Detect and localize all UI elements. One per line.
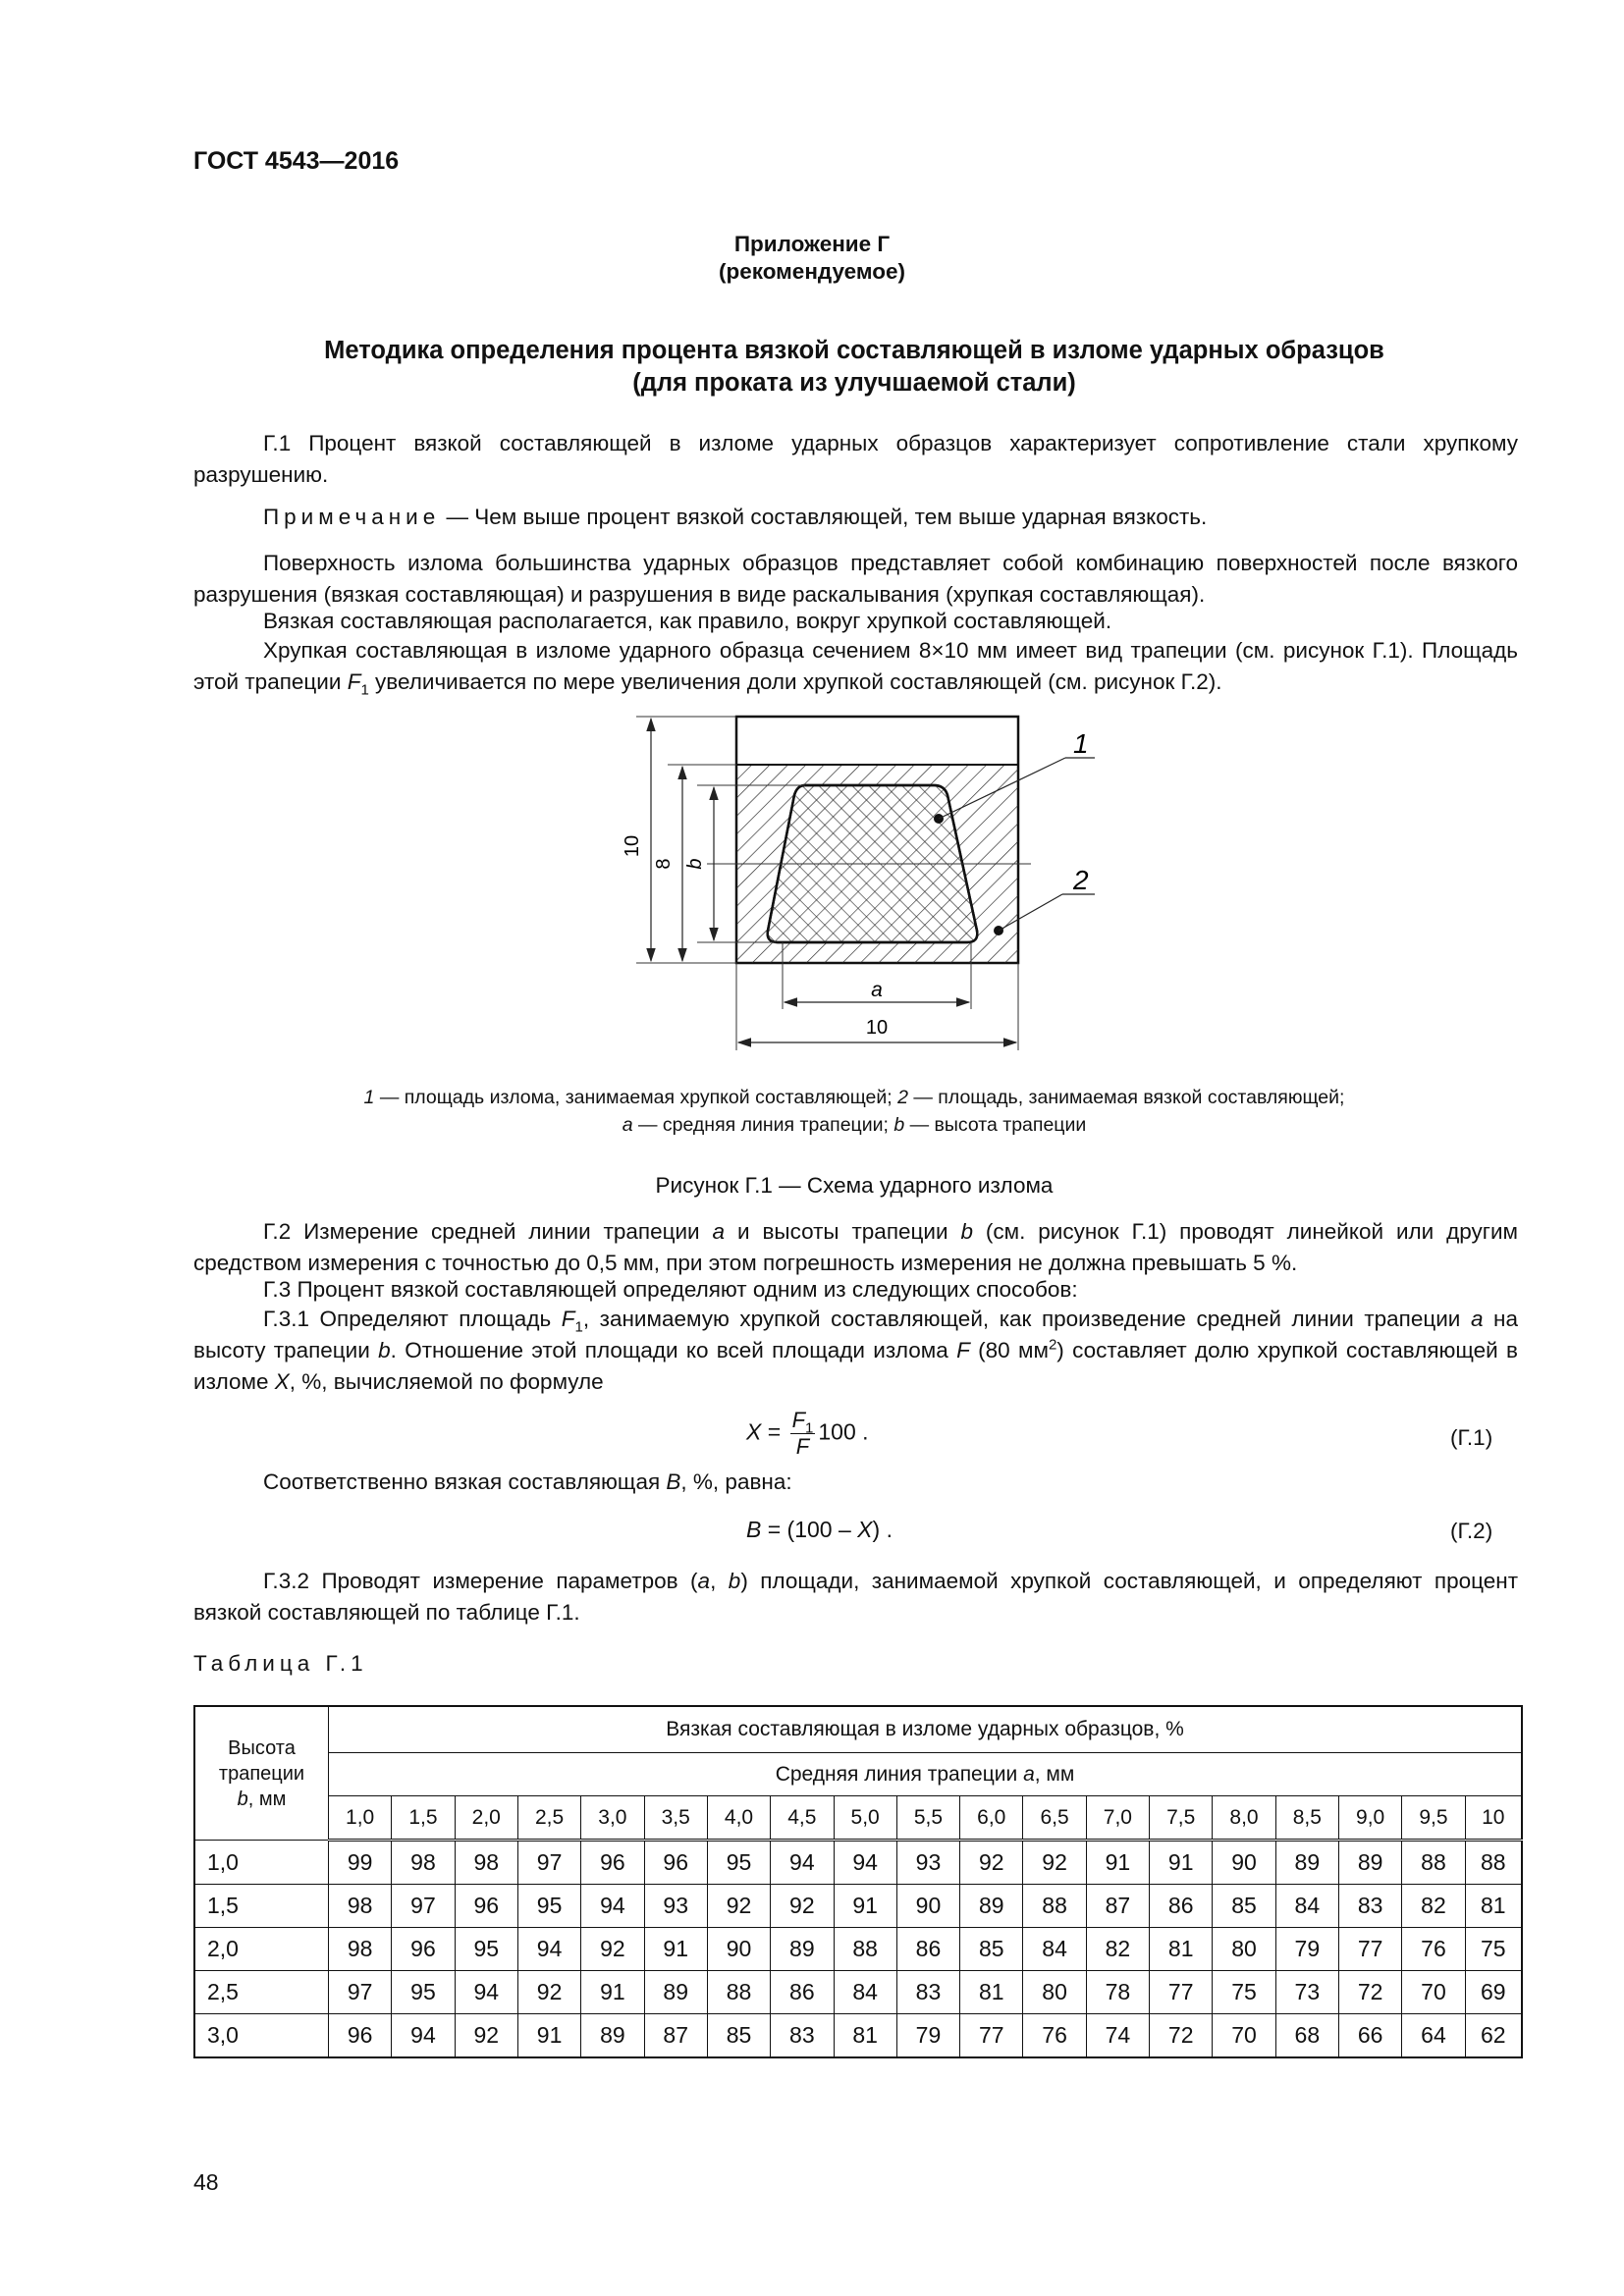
table-cell: 84 <box>834 1971 896 2014</box>
table-cell: 77 <box>1150 1971 1213 2014</box>
table-cell: 78 <box>1086 1971 1149 2014</box>
table-cell: 85 <box>1213 1885 1275 1928</box>
paragraph-viscous: Вязкая составляющая располагается, как правило, вокруг хрупкой составляющей. <box>263 609 1112 633</box>
table-cell: 92 <box>1023 1841 1086 1885</box>
text: Г.2 Измерение средней линии трапеции <box>263 1219 713 1244</box>
paragraph-g31 <box>193 1304 1518 1398</box>
table-cell: 85 <box>707 2014 770 2058</box>
sub-header-1: Средняя линия трапеции <box>775 1762 1024 1786</box>
note <box>193 502 1518 533</box>
table-cell: 90 <box>896 1885 959 1928</box>
note-text: — Чем выше процент вязкой составляющей, тем выше ударная вязкость. <box>440 505 1208 529</box>
table-cell: 91 <box>517 2014 580 2058</box>
table-cell: 95 <box>707 1841 770 1885</box>
table-cell: 91 <box>834 1885 896 1928</box>
table-cell: 88 <box>707 1971 770 2014</box>
table-cell: 88 <box>1023 1885 1086 1928</box>
column-header: 1,0 <box>329 1796 392 1841</box>
table-cell: 98 <box>392 1841 455 1885</box>
label-a: a <box>871 979 883 1001</box>
table-cell: 88 <box>834 1928 896 1971</box>
table-cell: 84 <box>1275 1885 1338 1928</box>
formula-end: ) . <box>872 1517 893 1542</box>
text: и высоты трапеции <box>725 1219 961 1244</box>
table-cell: 96 <box>581 1841 644 1885</box>
corner-3: b <box>237 1788 248 1810</box>
legend-n2: 2 <box>897 1087 908 1108</box>
formula-num: F <box>791 1408 806 1432</box>
formula-den: F <box>795 1434 810 1459</box>
table-cell: 86 <box>1150 1885 1213 1928</box>
appendix-title: Приложение Г <box>733 232 891 256</box>
sub-header-a: a <box>1023 1762 1035 1786</box>
table-cell: 83 <box>771 2014 834 2058</box>
figure-legend-line1 <box>0 1087 1624 1109</box>
table-cell: 94 <box>581 1885 644 1928</box>
table-cell: 79 <box>1275 1928 1338 1971</box>
table-cell: 88 <box>1465 1841 1522 1885</box>
var-a: a <box>712 1219 726 1244</box>
column-header: 6,0 <box>960 1796 1023 1841</box>
table-cell: 94 <box>392 2014 455 2058</box>
column-header: 7,5 <box>1150 1796 1213 1841</box>
table-cell: 66 <box>1339 2014 1402 2058</box>
formula-fraction <box>790 1408 816 1460</box>
table-cell: 96 <box>392 1928 455 1971</box>
column-header: 2,0 <box>455 1796 517 1841</box>
table-cell: 96 <box>455 1885 517 1928</box>
table-cell: 92 <box>517 1971 580 2014</box>
text: , занимаемую хрупкой составляющей, как произведение средней линии трапеции <box>582 1307 1471 1331</box>
table-cell: 89 <box>1339 1841 1402 1885</box>
formula-num-sub: 1 <box>805 1419 814 1437</box>
legend-t1: — площадь излома, занимаемая хрупкой составляющей; <box>374 1087 898 1108</box>
text: Г.3.2 Проводят измерение параметров ( <box>263 1569 698 1593</box>
table-row <box>194 1971 1522 2014</box>
document-id: ГОСТ 4543—2016 <box>193 147 400 175</box>
table-row <box>194 1841 1522 1885</box>
table-cell: 82 <box>1086 1928 1149 1971</box>
text: ) площади, занимаемой хрупкой составляющей, и определяют процент вязкой составляющей по таблице Г.1. <box>193 1569 1518 1625</box>
formula-eq: = <box>761 1418 787 1445</box>
table-cell: 88 <box>1402 1841 1465 1885</box>
column-header: 9,5 <box>1402 1796 1465 1841</box>
text: . Отношение этой площади ко всей площади излома <box>390 1338 957 1362</box>
table-cell: 86 <box>896 1928 959 1971</box>
column-header: 1,5 <box>392 1796 455 1841</box>
section-heading-line2: (для проката из улучшаемой стали) <box>632 369 1076 397</box>
row-header-height: 1,5 <box>194 1885 329 1928</box>
table-cell: 81 <box>834 2014 896 2058</box>
table-cell: 98 <box>455 1841 517 1885</box>
table-cell: 97 <box>517 1841 580 1885</box>
appendix-kind: (рекомендуемое) <box>719 259 905 284</box>
paragraph-surface: Поверхность излома большинства ударных образцов представляет собой комбинацию поверхностей после вязкого разрушения (вязкая составляющая) и разрушения в виде раскалывания (хрупкая составляющая). <box>193 551 1518 607</box>
table-cell: 72 <box>1339 1971 1402 2014</box>
text: , <box>710 1569 729 1593</box>
var-a: a <box>1470 1307 1484 1331</box>
table-cell: 89 <box>581 2014 644 2058</box>
text: (80 мм <box>969 1338 1049 1362</box>
table-cell: 99 <box>329 1841 392 1885</box>
text: Хрупкая составляющая в изломе ударного образца сечением 8×10 мм имеет вид трапеции (см. рисунок Г.1). Площадь этой трапеции <box>193 638 1518 694</box>
row-header-height: 2,5 <box>194 1971 329 2014</box>
corner-4: , мм <box>247 1788 287 1810</box>
sub-header <box>329 1753 1523 1796</box>
label-10-horizontal: 10 <box>865 1017 889 1039</box>
corner-header <box>194 1706 329 1841</box>
callout-2: 2 <box>1073 865 1089 895</box>
formula-g1-label: (Г.1) <box>1450 1425 1493 1450</box>
table-cell: 79 <box>896 2014 959 2058</box>
label-8-vertical: 8 <box>653 858 675 870</box>
text: Г.3.1 Определяют площадь <box>263 1307 562 1331</box>
column-header: 10 <box>1465 1796 1522 1841</box>
table-cell: 94 <box>455 1971 517 2014</box>
table-cell: 64 <box>1402 2014 1465 2058</box>
text: , %, вычисляемой по формуле <box>289 1369 604 1394</box>
table-title: Таблица Г.1 <box>193 1651 368 1676</box>
table-cell: 92 <box>960 1841 1023 1885</box>
table-cell: 84 <box>1023 1928 1086 1971</box>
var-x: X <box>274 1369 290 1394</box>
table-row <box>194 1928 1522 1971</box>
sup: 2 <box>1048 1336 1057 1354</box>
table-cell: 81 <box>1465 1885 1522 1928</box>
paragraph-g1: Г.1 Процент вязкой составляющей в изломе ударных образцов характеризует сопротивление стали хрупкому разрушению. <box>193 431 1518 487</box>
table-cell: 91 <box>581 1971 644 2014</box>
var-b: b <box>728 1569 741 1593</box>
table-cell: 94 <box>771 1841 834 1885</box>
table-cell: 62 <box>1465 2014 1522 2058</box>
table-cell: 83 <box>1339 1885 1402 1928</box>
legend-n1: 1 <box>363 1087 375 1108</box>
table-cell: 73 <box>1275 1971 1338 2014</box>
table-cell: 94 <box>834 1841 896 1885</box>
table-cell: 96 <box>329 2014 392 2058</box>
sub: 1 <box>360 681 369 699</box>
table-cell: 80 <box>1023 1971 1086 2014</box>
label-b-vertical: b <box>684 858 706 870</box>
viscous-fraction-table <box>193 1705 1523 2058</box>
section-heading-line1: Методика определения процента вязкой составляющей в изломе ударных образцов <box>324 337 1384 364</box>
table-cell: 80 <box>1213 1928 1275 1971</box>
sub-header-2: , мм <box>1034 1762 1075 1786</box>
legend-n4: b <box>893 1114 905 1136</box>
table-cell: 92 <box>581 1928 644 1971</box>
table-cell: 95 <box>517 1885 580 1928</box>
paragraph-brittle <box>193 635 1518 698</box>
table-cell: 87 <box>1086 1885 1149 1928</box>
corner-1: Высота <box>228 1736 296 1759</box>
page-number: 48 <box>193 2169 219 2195</box>
column-header: 3,5 <box>644 1796 707 1841</box>
var-b: b <box>378 1338 391 1362</box>
table-cell: 89 <box>771 1928 834 1971</box>
var-f: F <box>347 669 361 694</box>
table-cell: 92 <box>771 1885 834 1928</box>
table-cell: 70 <box>1213 2014 1275 2058</box>
table-cell: 91 <box>644 1928 707 1971</box>
column-header: 4,0 <box>707 1796 770 1841</box>
var-f: F <box>956 1338 970 1362</box>
text: (см. рисунок Г.1) проводят линейкой или другим средством измерения с точностью до 0,5 мм, при этом погрешность измерения не должна превышать 5 %. <box>193 1219 1519 1275</box>
table-cell: 89 <box>644 1971 707 2014</box>
text: ) составляет долю хрупкой составляющей в изломе <box>193 1338 1519 1394</box>
figure-caption: Рисунок Г.1 — Схема ударного излома <box>655 1173 1054 1198</box>
label-10-vertical: 10 <box>622 834 643 858</box>
corner-2: трапеции <box>218 1762 305 1785</box>
var-a: a <box>697 1569 711 1593</box>
table-cell: 98 <box>329 1885 392 1928</box>
table-cell: 97 <box>392 1885 455 1928</box>
paragraph-between <box>193 1467 1518 1498</box>
column-header: 8,5 <box>1275 1796 1338 1841</box>
group-header: Вязкая составляющая в изломе ударных образцов, % <box>329 1706 1523 1753</box>
row-header-height: 3,0 <box>194 2014 329 2058</box>
table-cell: 86 <box>771 1971 834 2014</box>
table-cell: 93 <box>896 1841 959 1885</box>
column-header: 7,0 <box>1086 1796 1149 1841</box>
row-header-height: 1,0 <box>194 1841 329 1885</box>
row-header-height: 2,0 <box>194 1928 329 1971</box>
table-cell: 81 <box>960 1971 1023 2014</box>
var-f: F <box>561 1307 575 1331</box>
table-cell: 98 <box>329 1928 392 1971</box>
table-cell: 85 <box>960 1928 1023 1971</box>
column-header: 6,5 <box>1023 1796 1086 1841</box>
table-row <box>194 1885 1522 1928</box>
note-label: Примечание <box>263 505 441 529</box>
formula-rhs: 100 . <box>818 1418 869 1445</box>
text: Соответственно вязкая составляющая <box>263 1469 667 1494</box>
column-header: 8,0 <box>1213 1796 1275 1841</box>
table-cell: 72 <box>1150 2014 1213 2058</box>
column-header: 4,5 <box>771 1796 834 1841</box>
formula-lhs: X <box>746 1418 762 1445</box>
formula-x: X <box>857 1517 873 1542</box>
table-cell: 92 <box>707 1885 770 1928</box>
table-cell: 93 <box>644 1885 707 1928</box>
legend-t3: — средняя линия трапеции; <box>632 1114 894 1136</box>
sub: 1 <box>574 1318 583 1336</box>
text: на высоту трапеции <box>193 1307 1518 1362</box>
formula-g1 <box>746 1408 869 1460</box>
table-row <box>194 2014 1522 2058</box>
var-b: B <box>666 1469 681 1494</box>
column-header: 2,5 <box>517 1796 580 1841</box>
column-header: 3,0 <box>581 1796 644 1841</box>
table-cell: 96 <box>644 1841 707 1885</box>
formula-eq: = (100 – <box>761 1517 858 1542</box>
table-cell: 91 <box>1086 1841 1149 1885</box>
column-header-row <box>194 1796 1522 1841</box>
table-cell: 76 <box>1023 2014 1086 2058</box>
table-cell: 91 <box>1150 1841 1213 1885</box>
table-cell: 87 <box>644 2014 707 2058</box>
table-cell: 81 <box>1150 1928 1213 1971</box>
table-cell: 75 <box>1465 1928 1522 1971</box>
paragraph-g3: Г.3 Процент вязкой составляющей определяют одним из следующих способов: <box>263 1277 1078 1302</box>
column-header: 5,0 <box>834 1796 896 1841</box>
table-cell: 68 <box>1275 2014 1338 2058</box>
formula-lhs: B <box>746 1517 762 1542</box>
var-b: b <box>960 1219 973 1244</box>
table-cell: 76 <box>1402 1928 1465 1971</box>
table-cell: 82 <box>1402 1885 1465 1928</box>
table-cell: 95 <box>392 1971 455 2014</box>
table-cell: 89 <box>1275 1841 1338 1885</box>
text: , %, равна: <box>680 1469 792 1494</box>
table-cell: 90 <box>707 1928 770 1971</box>
table-cell: 94 <box>517 1928 580 1971</box>
paragraph-g2 <box>193 1216 1518 1279</box>
column-header: 5,5 <box>896 1796 959 1841</box>
table-cell: 74 <box>1086 2014 1149 2058</box>
legend-t2: — площадь, занимаемая вязкой составляющей; <box>907 1087 1345 1108</box>
table-cell: 97 <box>329 1971 392 2014</box>
column-header: 9,0 <box>1339 1796 1402 1841</box>
table-cell: 77 <box>1339 1928 1402 1971</box>
table-cell: 92 <box>455 2014 517 2058</box>
formula-g2 <box>746 1517 893 1543</box>
table-cell: 75 <box>1213 1971 1275 2014</box>
paragraph-g32 <box>193 1566 1518 1629</box>
fracture-scheme-figure <box>609 699 1119 1062</box>
table-cell: 95 <box>455 1928 517 1971</box>
table-cell: 90 <box>1213 1841 1275 1885</box>
formula-g2-label: (Г.2) <box>1450 1519 1493 1543</box>
table-cell: 77 <box>960 2014 1023 2058</box>
text: увеличивается по мере увеличения доли хрупкой составляющей (см. рисунок Г.2). <box>368 669 1222 694</box>
callout-1: 1 <box>1073 728 1089 759</box>
table-cell: 83 <box>896 1971 959 2014</box>
table-cell: 69 <box>1465 1971 1522 2014</box>
legend-n3: a <box>622 1114 633 1136</box>
figure-legend-line2 <box>0 1114 1624 1137</box>
table-cell: 70 <box>1402 1971 1465 2014</box>
legend-t4: — высота трапеции <box>904 1114 1087 1136</box>
table-cell: 89 <box>960 1885 1023 1928</box>
